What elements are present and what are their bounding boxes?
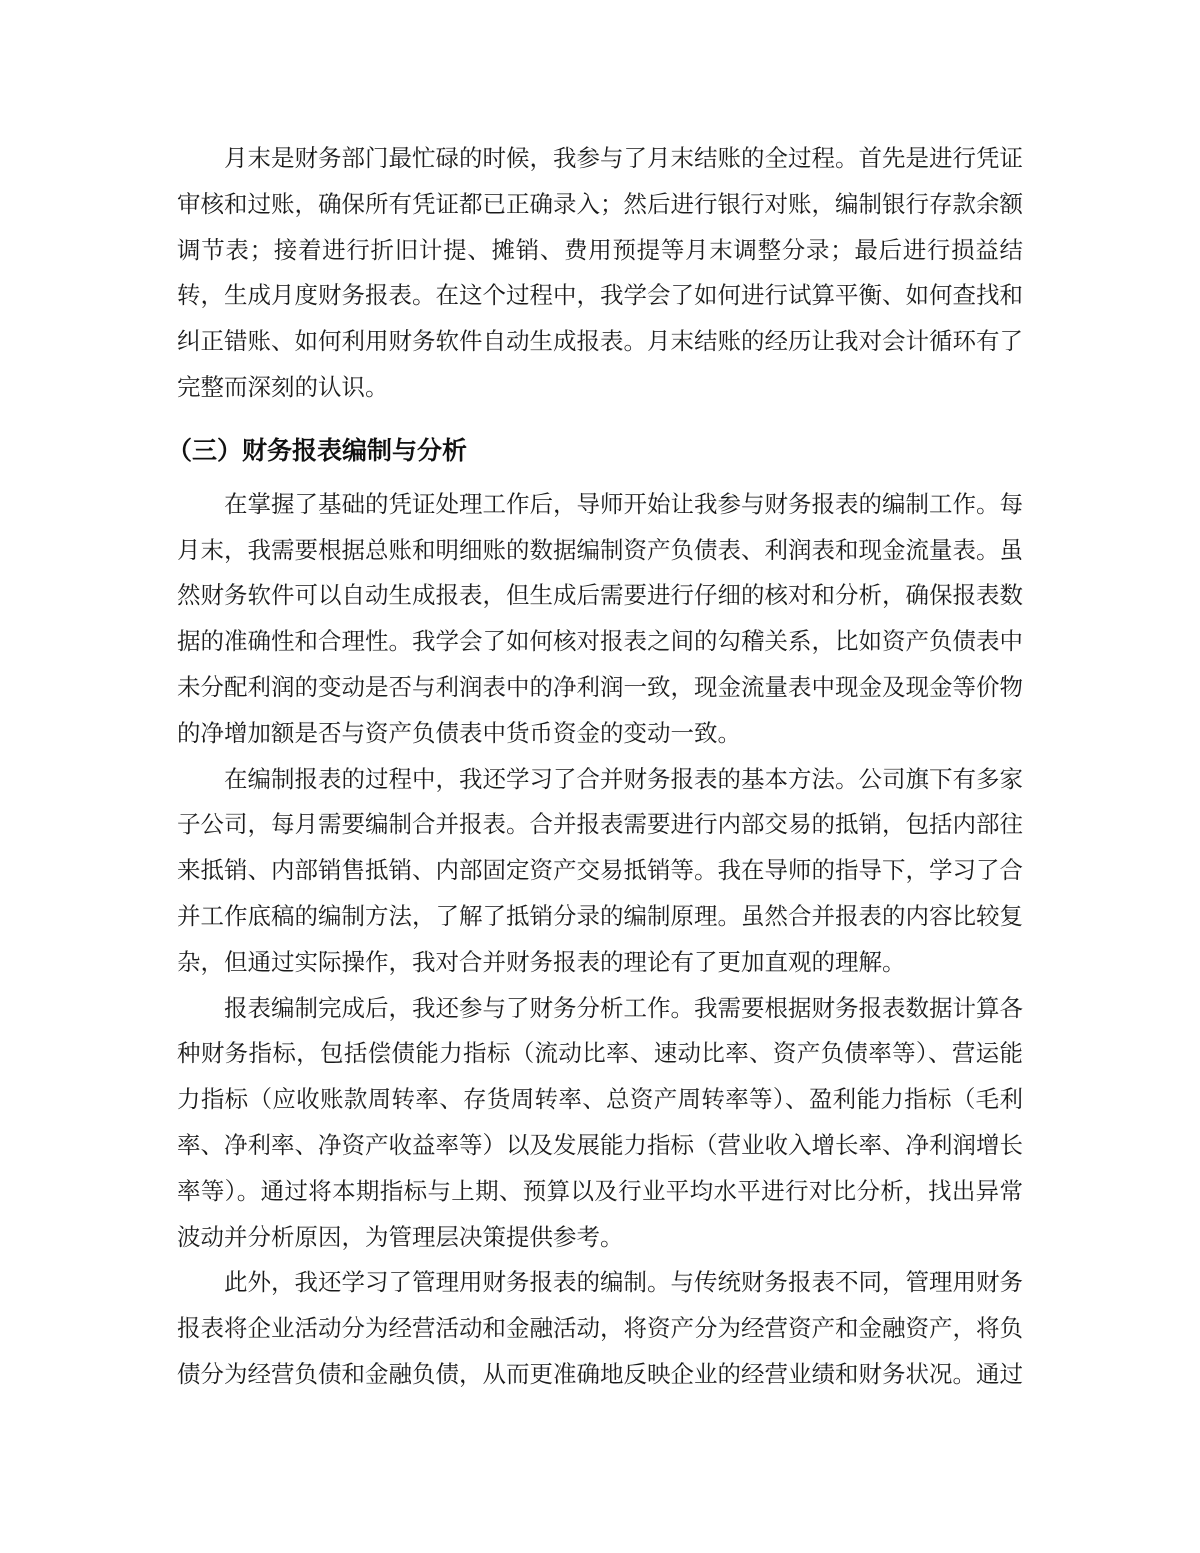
paragraph-statement-preparation: 在掌握了基础的凭证处理工作后，导师开始让我参与财务报表的编制工作。每月末，我需要根据总账和明细账的数据编制资产负债表、利润表和现金流量表。虽然财务软件可以自动生成报表，但生成后需要进行仔细的核对和分析，确保报表数据的准确性和合理性。我学会了如何核对报表之间的勾稽关系，比如资产负债表中未分配利润的变动是否与利润表中的净利润一致，现金流量表中现金及现金等价物的净增加额是否与资产负债表中货币资金的变动一致。 bbox=[177, 489, 1023, 747]
paragraph-month-end-closing: 月末是财务部门最忙碌的时候，我参与了月末结账的全过程。首先是进行凭证审核和过账，确保所有凭证都已正确录入；然后进行银行对账，编制银行存款余额调节表；接着进行折旧计提、摊销、费用预提等月末调整分录；最后进行损益结转，生成月度财务报表。在这个过程中，我学会了如何进行试算平衡、如何查找和纠正错账、如何利用财务软件自动生成报表。月末结账的经历让我对会计循环有了完整而深刻的认识。 bbox=[177, 144, 1023, 401]
document-body bbox=[167, 136, 1023, 1398]
paragraph-management-statements: 此外，我还学习了管理用财务报表的编制。与传统财务报表不同，管理用财务报表将企业活动分为经营活动和金融活动，将资产分为经营资产和金融资产，将负债分为经营负债和金融负债，从而更准确地反映企业的经营业绩和财务状况。通过 bbox=[177, 1268, 1023, 1388]
paragraph-financial-analysis: 报表编制完成后，我还参与了财务分析工作。我需要根据财务报表数据计算各种财务指标，包括偿债能力指标（流动比率、速动比率、资产负债率等）、营运能力指标（应收账款周转率、存货周转率、总资产周转率等）、盈利能力指标（毛利率、净利率、净资产收益率等）以及发展能力指标（营业收入增长率、净利润增长率等）。通过将本期指标与上期、预算以及行业平均水平进行对比分析，找出异常波动并分析原因，为管理层决策提供参考。 bbox=[177, 993, 1023, 1251]
paragraph-consolidated-statements: 在编制报表的过程中，我还学习了合并财务报表的基本方法。公司旗下有多家子公司，每月需要编制合并报表。合并报表需要进行内部交易的抵销，包括内部往来抵销、内部销售抵销、内部固定资产交易抵销等。我在导师的指导下，学习了合并工作底稿的编制方法，了解了抵销分录的编制原理。虽然合并报表的内容比较复杂，但通过实际操作，我对合并财务报表的理论有了更加直观的理解。 bbox=[177, 764, 1023, 976]
section-heading: （三）财务报表编制与分析 bbox=[167, 435, 468, 465]
